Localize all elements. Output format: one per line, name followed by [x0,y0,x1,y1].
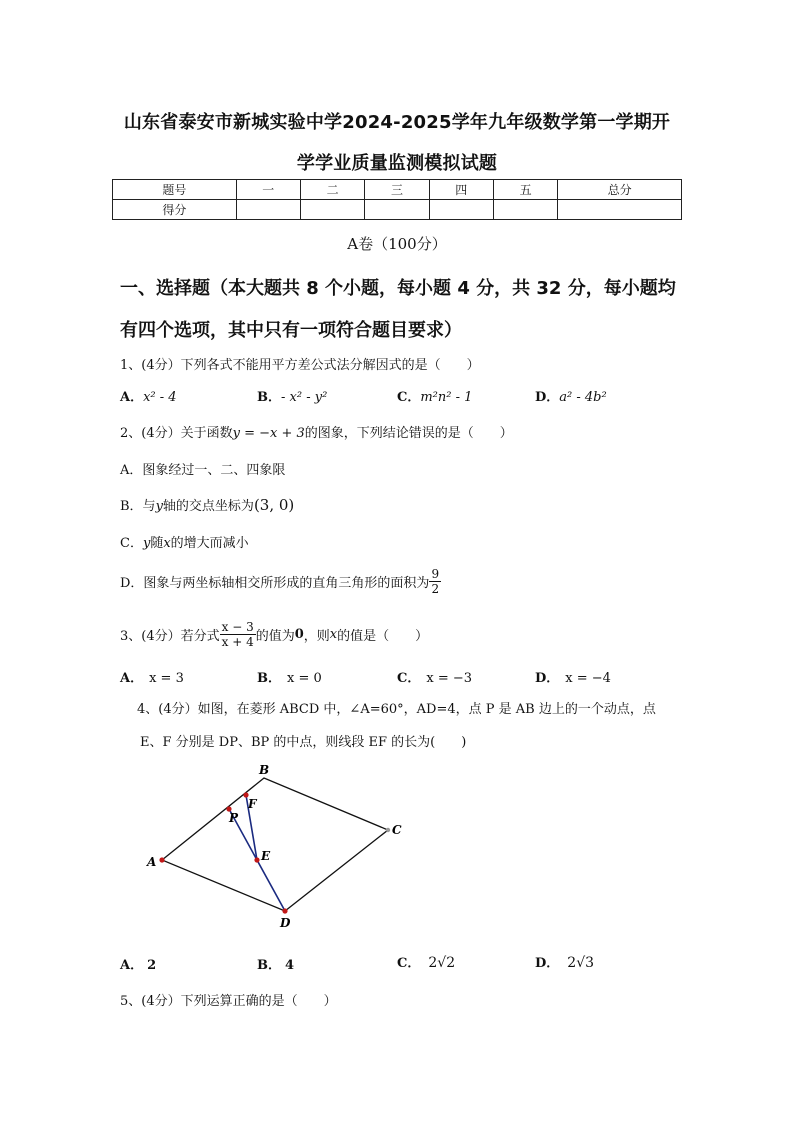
q3-stem-pre: 3、(4分）若分式 [120,629,220,644]
q2-option-a[interactable]: A．图象经过一、二、四象限 [120,463,286,478]
point-d-dot [282,908,287,913]
score-table-header-row [113,180,682,200]
rhombus-figure [140,758,420,933]
q2-option-d[interactable] [120,567,441,596]
score-input-cell[interactable] [558,200,682,220]
score-header-cell: 三 [365,180,429,200]
q2c-pre: C． [120,536,143,551]
q3-fraction [220,620,256,649]
point-a-dot [159,857,164,862]
label-c: C [392,823,402,837]
label-a: A [147,855,157,869]
section-heading-line-1: 一、选择题（本大题共 8 个小题，每小题 4 分，共 32 分，每小题均 [120,278,676,299]
label-e: E [261,849,271,863]
q2b-mid: 轴的交点坐标为 [162,499,254,514]
option-letter: B． [257,958,281,973]
label-f: F [248,797,257,811]
option-text: 4 [285,958,295,973]
q4-option-d[interactable] [535,952,594,971]
q3-stem-mid2: ，则 [303,629,330,644]
q1-option-d[interactable] [535,386,607,405]
option-text: x = −4 [565,671,611,686]
option-letter: D． [535,671,560,686]
score-header-cell: 题号 [113,180,237,200]
exam-title-line-2: 学学业质量监测模拟试题 [296,153,498,174]
q2-stem-post: 的图象，下列结论错误的是（ ） [304,426,513,441]
q2d-pre: D．图象与两坐标轴相交所形成的直角三角形的面积为 [120,576,430,591]
score-input-cell[interactable] [365,200,429,220]
option-text: 2 [147,958,157,973]
option-text: x = 0 [287,671,322,686]
option-text: x = 3 [149,671,184,686]
q2b-point: (3, 0) [253,496,295,514]
exam-title-line-1: 山东省泰安市新城实验中学2024-2025学年九年级数学第一学期开 [123,112,671,133]
question-5-stem: 5、(4分）下列运算正确的是（ ） [120,994,337,1009]
q2b-var: y [155,499,163,514]
score-row-label: 得分 [113,200,237,220]
option-letter: B． [257,390,281,405]
label-p: P [229,811,239,825]
question-4-stem-line-2: E、F 分别是 DP、BP 的中点，则线段 EF 的长为( ) [140,735,467,750]
q2d-fraction [429,567,441,596]
score-input-cell[interactable] [429,200,493,220]
q3-option-b[interactable] [257,667,322,686]
q1-option-a[interactable] [120,386,177,405]
q2-stem-pre: 2、(4分）关于函数 [120,426,233,441]
fraction-denominator: x + 4 [221,635,254,649]
point-c-dot [386,828,390,832]
option-letter: C． [397,390,421,405]
fraction-numerator: 9 [431,567,440,581]
q2-option-c[interactable] [120,532,249,551]
score-input-cell[interactable] [300,200,364,220]
question-2-stem [120,422,513,441]
q3-x: x [329,627,338,642]
score-header-cell: 二 [300,180,364,200]
q2b-pre: B．与 [120,499,156,514]
q3-option-c[interactable] [397,667,472,686]
volume-heading: A卷（100分） [347,235,447,253]
option-letter: D． [535,390,560,405]
option-letter: C． [397,956,421,971]
q4-option-c[interactable] [397,952,455,971]
option-text: a² - 4b² [559,390,607,405]
option-text: m²n² - 1 [420,390,473,405]
score-input-cell[interactable] [493,200,557,220]
score-header-cell: 一 [236,180,300,200]
q2c-mid: 随 [150,536,164,551]
q4-option-a[interactable] [120,954,156,973]
option-text: x² - 4 [143,390,177,405]
q3-option-a[interactable] [120,667,184,686]
option-text: - x² - y² [281,390,328,405]
q1-option-c[interactable] [397,386,472,405]
score-input-cell[interactable] [236,200,300,220]
q3-stem-mid: 的值为 [255,629,295,644]
point-e-dot [254,857,259,862]
option-text: 2√3 [567,955,595,971]
rhombus-abcd [162,778,388,911]
score-table [112,179,682,220]
option-text: 2√2 [428,955,456,971]
section-heading-line-2: 有四个选项，其中只有一项符合题目要求） [120,320,462,341]
q2c-x: x [163,536,171,551]
question-1-stem: 1、(4分）下列各式不能用平方差公式法分解因式的是（ ） [120,358,480,373]
question-3-stem [120,620,428,649]
q3-stem-post: 的值是（ ） [337,629,429,644]
q2c-y: y [142,536,151,551]
q3-zero: 0 [294,627,304,642]
fraction-numerator: x − 3 [221,620,254,634]
score-header-cell: 四 [429,180,493,200]
label-b: B [259,763,270,777]
option-letter: D． [535,956,560,971]
score-table-score-row [113,200,682,220]
q2-option-b[interactable] [120,495,294,514]
score-header-cell: 总分 [558,180,682,200]
label-d: D [280,916,291,930]
q1-option-b[interactable] [257,386,327,405]
q3-option-d[interactable] [535,667,611,686]
option-letter: A． [120,390,144,405]
q4-option-b[interactable] [257,954,294,973]
option-letter: A． [120,958,144,973]
option-letter: A． [120,671,144,686]
fraction-denominator: 2 [431,582,440,596]
option-text: x = −3 [426,671,473,686]
option-letter: C． [397,671,421,686]
question-4-stem-line-1: 4、(4分）如图，在菱形 ABCD 中，∠A=60°，AD=4，点 P 是 AB 边上的一个动点，点 [137,702,656,717]
option-letter: B． [257,671,281,686]
q2c-post: 的增大而减小 [170,536,249,551]
q2-function: y = −x + 3 [232,426,305,441]
score-header-cell: 五 [493,180,557,200]
